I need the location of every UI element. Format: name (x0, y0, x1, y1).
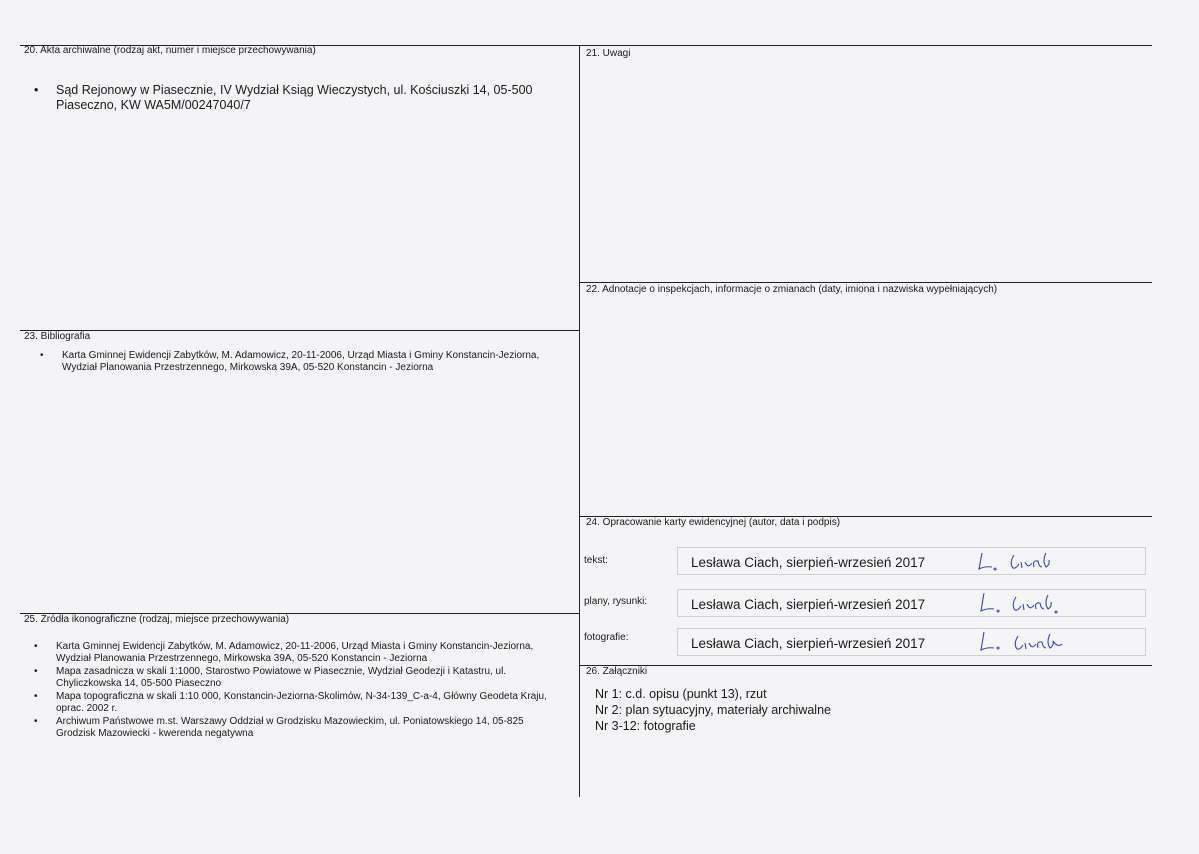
column-divider (579, 45, 580, 797)
row-label-plany: plany, rysunki: (584, 596, 648, 607)
list-item: • Mapa zasadnicza w skali 1:1000, Starostwo Powiatowe w Piasecznie, Wydział Geodezji i Katastru, ul. Chyliczkowska 14, 05-500 Piaseczno (22, 666, 562, 690)
author-field-text (677, 547, 1146, 575)
section-21-title: 21. Uwagi (586, 48, 631, 59)
rule-section-22 (580, 282, 1152, 283)
section-24-title: 24. Opracowanie karty ewidencyjnej (autor, data i podpis) (586, 517, 841, 528)
section-22-title: 22. Adnotacje o inspekcjach, informacje o zmianach (daty, imiona i nazwiska wypełniających) (586, 284, 998, 295)
signature-icon (976, 545, 1086, 573)
section-23-title: 23. Bibliografia (24, 331, 91, 342)
attachment-item: Nr 3-12: fotografie (595, 719, 696, 733)
list-item: • Karta Gminnej Ewidencji Zabytków, M. Adamowicz, 20-11-2006, Urząd Miasta i Gminy Konstancin-Jeziorna, Wydział Planowania Przestrzennego, Mirkowska 39A, 05-520 Konstancin - Jeziorna (22, 641, 562, 665)
row-label-fotografie: fotografie: (584, 632, 629, 643)
rule-section-23 (20, 330, 580, 331)
author-value: Lesława Ciach, sierpień-wrzesień 2017 (691, 636, 926, 651)
list-item: • Archiwum Państwowe m.st. Warszawy Oddział w Grodzisku Mazowieckim, ul. Poniatowskiego 14, 05-825 Grodzisk Mazowiecki - kwerenda negatywna (22, 716, 562, 740)
list-item: • Karta Gminnej Ewidencji Zabytków, M. Adamowicz, 20-11-2006, Urząd Miasta i Gminy Konstancin-Jeziorna, Wydział Planowania Przestrzennego, Mirkowska 39A, 05-520 Konstancin - Jeziorna (28, 350, 548, 374)
section-20-title: 20. Akta archiwalne (rodzaj akt, numer i miejsce przechowywania) (24, 45, 316, 56)
author-field-photos (677, 628, 1146, 656)
list-item: • Mapa topograficzna w skali 1:10 000, Konstancin-Jeziorna-Skolimów, N-34-139_C-a-4, Główny Geodeta Kraju, oprac. 2002 r. (22, 691, 562, 715)
section-20-list (22, 83, 562, 113)
signature-icon (976, 587, 1086, 615)
section-23-list (28, 350, 548, 375)
attachment-item: Nr 2: plan sytuacyjny, materiały archiwalne (595, 703, 831, 717)
attachment-item: Nr 1: c.d. opisu (punkt 13), rzut (595, 687, 767, 701)
signature-icon (976, 626, 1086, 654)
section-26-title: 26. Załączniki (586, 666, 648, 677)
rule-section-26 (580, 665, 1152, 666)
author-value: Lesława Ciach, sierpień-wrzesień 2017 (691, 597, 926, 612)
author-value: Lesława Ciach, sierpień-wrzesień 2017 (691, 555, 926, 570)
list-item: • Sąd Rejonowy w Piasecznie, IV Wydział Ksiąg Wieczystych, ul. Kościuszki 14, 05-500 Piaseczno, KW WA5M/00247040/7 (22, 83, 562, 113)
row-label-tekst: tekst: (584, 555, 608, 566)
section-25-list (22, 641, 562, 741)
section-25-title: 25. Źródła ikonograficzne (rodzaj, miejsce przechowywania) (24, 614, 290, 625)
author-field-drawings (677, 589, 1146, 617)
